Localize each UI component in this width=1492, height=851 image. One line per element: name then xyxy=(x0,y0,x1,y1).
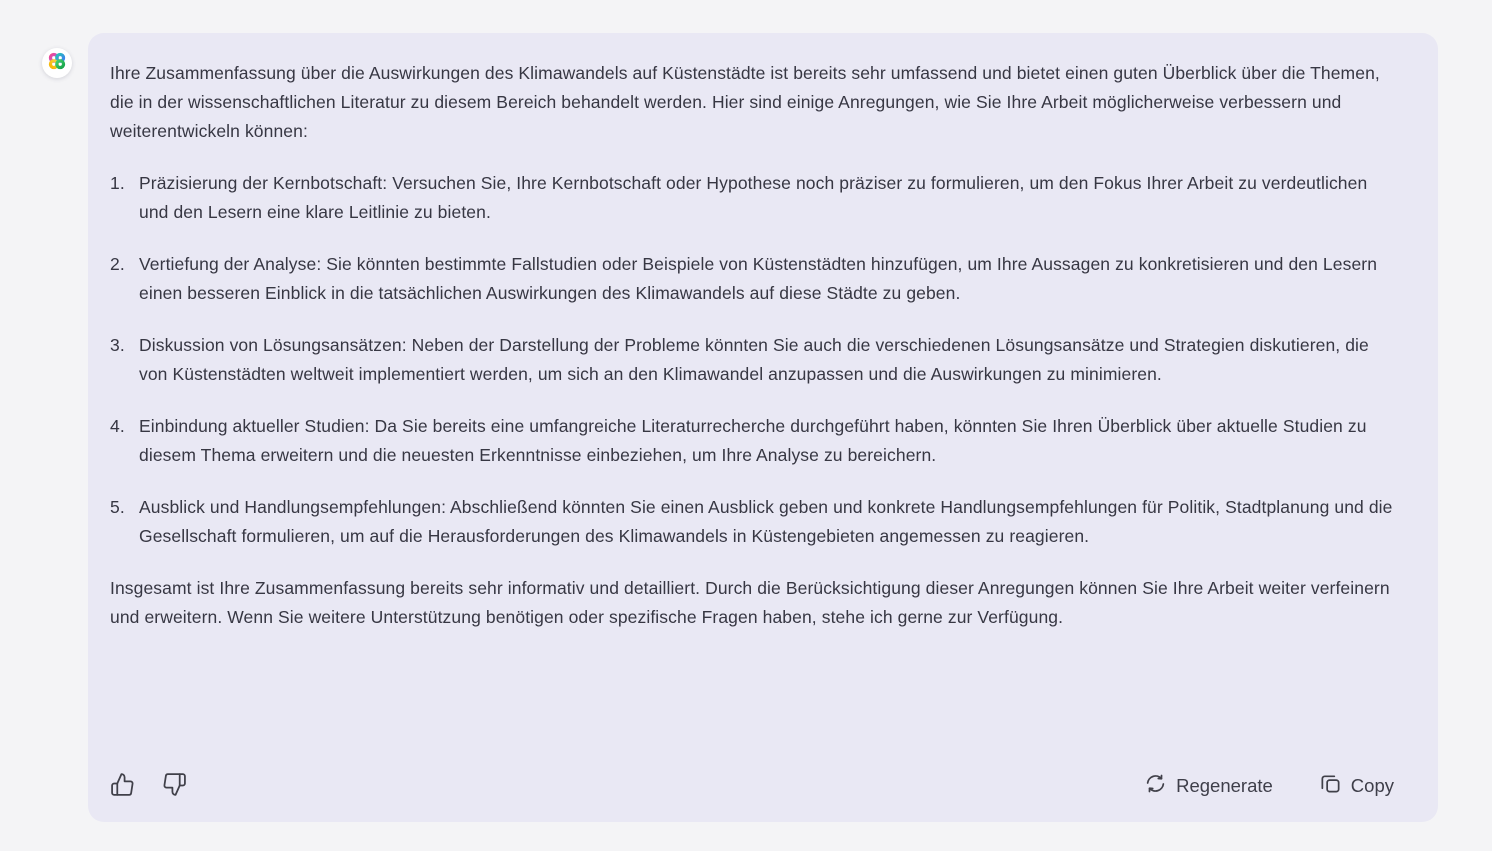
thumbs-down-icon xyxy=(162,772,187,800)
feedback-buttons xyxy=(110,772,187,800)
list-number: 4. xyxy=(110,416,125,436)
list-number: 3. xyxy=(110,335,125,355)
copy-button[interactable] xyxy=(1319,772,1394,800)
list-text: Ausblick und Handlungsempfehlungen: Abschließend könnten Sie einen Ausblick geben und konkrete Handlungsempfehlungen für Politik, Stadtplanung und die Gesellschaft formulieren, um auf die Herausforderungen des Klimawandels in Küstengebieten angemessen zu reagieren. xyxy=(139,497,1393,546)
regenerate-label: Regenerate xyxy=(1176,775,1273,796)
list-number: 5. xyxy=(110,497,125,517)
thumbs-up-button[interactable] xyxy=(110,772,135,800)
message-outro: Insgesamt ist Ihre Zusammenfassung bereits sehr informativ und detailliert. Durch die Berücksichtigung dieser Anregungen können Sie Ihre Arbeit weiter verfeinern und erweitern. Wenn Sie weitere Unterstützung benötigen oder spezifische Fragen haben, stehe ich gerne zur Verfügung. xyxy=(110,578,1390,627)
regenerate-icon xyxy=(1144,772,1167,800)
regenerate-button[interactable] xyxy=(1144,772,1273,800)
action-buttons xyxy=(1144,772,1394,800)
copy-label: Copy xyxy=(1350,775,1394,796)
message-footer xyxy=(110,758,1394,800)
copy-icon xyxy=(1319,772,1342,800)
list-text: Einbindung aktueller Studien: Da Sie bereits eine umfangreiche Literaturrecherche durchgeführt haben, könnten Sie Ihren Überblick über aktuelle Studien zu diesem Thema erweitern und die neuesten Erkenntnisse einbeziehen, um Ihre Analyse zu bereichern. xyxy=(139,416,1367,465)
message-intro: Ihre Zusammenfassung über die Auswirkungen des Klimawandels auf Küstenstädte ist bereits sehr umfassend und bietet einen guten Überblick über die Themen, die in der wissenschaftlichen Literatur zu diesem Bereich behandelt werden. Hier sind einige Anregungen, wie Sie Ihre Arbeit möglicherweise verbessern und weiterentwickeln können: xyxy=(110,63,1380,141)
list-number: 1. xyxy=(110,173,125,193)
list-item-2 xyxy=(110,250,1394,308)
list-item-1 xyxy=(110,169,1394,227)
list-number: 2. xyxy=(110,254,125,274)
list-text: Vertiefung der Analyse: Sie könnten bestimmte Fallstudien oder Beispiele von Küstenstädten hinzufügen, um Ihre Aussagen zu konkretisieren und den Lesern einen besseren Einblick in die tatsächlichen Auswirkungen des Klimawandels auf diese Städte zu geben. xyxy=(139,254,1378,303)
list-text: Präzisierung der Kernbotschaft: Versuchen Sie, Ihre Kernbotschaft oder Hypothese noch präziser zu formulieren, um den Fokus Ihrer Arbeit zu verdeutlichen und den Lesern eine klare Leitlinie zu bieten. xyxy=(139,173,1368,222)
assistant-avatar xyxy=(42,48,72,78)
thumbs-up-icon xyxy=(110,772,135,800)
thumbs-down-button[interactable] xyxy=(162,772,187,800)
list-item-3 xyxy=(110,331,1394,389)
list-text: Diskussion von Lösungsansätzen: Neben der Darstellung der Probleme könnten Sie auch die verschiedenen Lösungsansätze und Strategien diskutieren, die von Küstenstädten weltweit implementiert werden, um sich an den Klimawandel anzupassen und die Auswirkungen zu minimieren. xyxy=(139,335,1369,384)
assistant-message-card xyxy=(88,33,1438,822)
list-item-5 xyxy=(110,493,1394,551)
ai-clover-logo-icon xyxy=(45,49,69,78)
list-item-4 xyxy=(110,412,1394,470)
